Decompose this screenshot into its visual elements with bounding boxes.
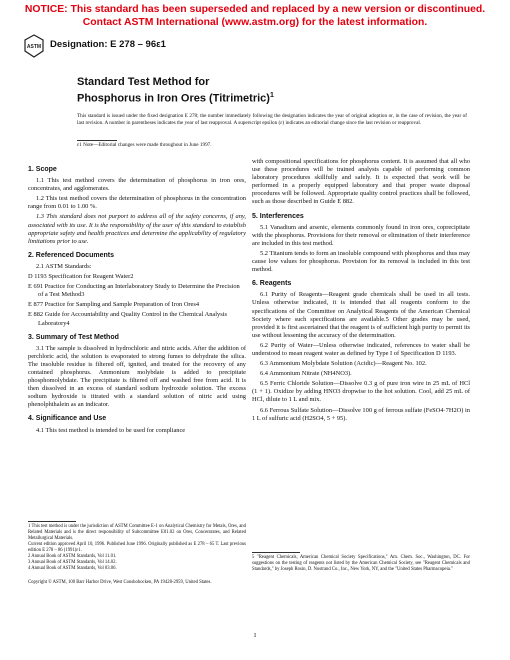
paragraph: 6.2 Purity of Water—Unless otherwise indicated, references to water shall be understood to mean reagent water as defined by Type I of Specification D 1193. [252,341,470,357]
right-column [252,158,470,425]
footnote: 4 Annual Book of ASTM Standards, Vol 03.06. [28,566,117,571]
paragraph: 6.4 Ammonium Nitrate (NH4NO3). [260,370,352,378]
paragraph: 6.3 Ammonium Molybdate Solution (Acidic)—Reagent No. 102. [260,360,427,368]
left-column [28,160,246,437]
section-heading: 5. Interferences [252,212,304,220]
reference-item: D 1193 Specification for Reagent Water2 [28,273,134,281]
paragraph: 6.6 Ferrous Sulfate Solution—Dissolve 100 g of ferrous sulfate (FeSO4·7H2O) in 1 L of sulfuric acid (H2SO4, 5 + 95). [252,406,470,422]
epsilon-note: ε1 Note—Editorial changes were made throughout in June 1997. [77,142,212,148]
paragraph: 1.3 This standard does not purport to address all of the safety concerns, if any, associated with its use. It is the responsibility of the user of this standard to establish appropriate safety and health practices and determine the applicability of regulatory limitations prior to use. [28,213,246,245]
svg-text:ASTM: ASTM [26,44,42,50]
divider [77,140,117,141]
footnote: Current edition approved April 10, 1996. Published June 1996. Originally published as E 278 – 65 T. Last previous edition E 278 – 86 (1991)ε1. [28,542,246,553]
footnote: 3 Annual Book of ASTM Standards, Vol 14.02. [28,560,117,565]
section-heading: 4. Significance and Use [28,415,107,423]
paragraph: 1.2 This test method covers the determination of phosphorus in the concentration range from 0.01 to 1.00 %. [28,195,246,211]
paragraph: 5.2 Titanium tends to form an insoluble compound with phosphorus and thus may cause low values for phosphorus. Provision for its removal is included in this test method. [252,249,470,274]
footnote-divider [28,521,76,522]
notice-line-1: NOTICE: This standard has been superseded and replaced by a new version or discontinued. [24,4,486,15]
footnote: 5 "Reagent Chemicals, American Chemical Society Specifications," Am. Chem. Soc., Washington, DC. For suggestions on the testing of reagents not listed by the American Chemical Society, see "Reagent Chemicals and Standards," by Joseph Rosin, D. Nostrand Co., Inc., New York, NY, and the "United States Pharmacopeia." [252,555,470,572]
paragraph: 3.1 The sample is dissolved in hydrochloric and nitric acids. After the addition of perchloric acid, the solution is evaporated to strong fumes to dehydrate the silica. The insoluble residue is filtered off, ignited, and treated for the recovery of any contained phosphorus. Ammonium molybdate is added to precipitate phosphomolybdate. The precipitate is filtered off and washed free from acid. It is then dissolved in an excess of standard sodium hydroxide solution. The excess sodium hydroxide is titrated with a standard solution of nitric acid using phenolphthalein as an indicator. [28,344,246,409]
document-title [77,76,377,106]
reference-item: E 691 Practice for Conducting an Interlaboratory Study to Determine the Precision of a Test Method3 [28,283,240,299]
notice-line-2: Contact ASTM International (www.astm.org) for the latest information. [82,17,428,28]
paragraph: 5.1 Vanadium and arsenic, elements commonly found in iron ores, coprecipitate with the phosphorus. Provisions for their removal or elimination of their interference are included in this test method. [252,223,470,247]
preamble: This standard is issued under the fixed designation E 278; the number immediately following the designation indicates the year of original adoption or, in the case of revision, the year of last revision. A number in parentheses indicates the year of last reapproval. A superscript epsilon (ε) indicates an editorial change since the last revision or reapproval. [77,113,467,126]
footnote: 2 Annual Book of ASTM Standards, Vol 11.01. [28,554,117,559]
section-heading: 2. Referenced Documents [28,251,114,259]
paragraph: with compositional specifications for phosphorus content. It is assumed that all who use these procedures will be trained analysts capable of performing common laboratory procedures skillfully and safely. It is expected that work will be performed in a properly equipped laboratory and that proper waste disposal procedures will be followed. Appropriate quality control practices shall be followed, such as those described in Guide E 882. [252,158,470,206]
footnote-right [252,555,470,573]
copyright: Copyright © ASTM, 100 Barr Harbor Drive, West Conshohocken, PA 19428-2959, United States. [28,580,212,585]
page-number: 1 [253,632,257,639]
designation: Designation: E 278 – 96ε1 [50,39,166,50]
reference-item: E 882 Guide for Accountability and Quality Control in the Chemical Analysis Laboratory4 [28,311,227,327]
footnote-divider [252,552,300,553]
paragraph: 4.1 This test method is intended to be used for compliance [36,426,186,434]
section-heading: 1. Scope [28,166,57,173]
astm-logo-icon [24,34,44,58]
title-line-1: Standard Test Method for [77,76,210,88]
paragraph: 6.1 Purity of Reagents—Reagent grade chemicals shall be used in all tests. Unless otherwise indicated, it is intended that all reagents conform to the specifications of the Committee on Analytical Reagents of the American Chemical Society where such specifications are available.5 Other grades may be used, provided it is first ascertained that the reagent is of sufficient high purity to permit its use without lessening the accuracy of the determination. [252,291,470,339]
footnote: 1 This test method is under the jurisdiction of ASTM Committee E-1 on Analytical Chemistry for Metals, Ores, and Related Materials and is the direct responsibility of Subcommittee E01.02 on Ores, Concentrates, and Related Metallurgical Materials. [28,524,246,541]
paragraph: 2.1 ASTM Standards: [36,262,92,270]
paragraph: 1.1 This test method covers the determination of phosphorus in iron ores, concentrates, and agglomerates. [28,177,246,193]
paragraph: 6.5 Ferric Chloride Solution—Dissolve 0.3 g of pure iron wire in 25 mL of HCl (1 + 1). Oxidize by adding HNO3 dropwise to the hot solution. Cool, add 25 mL of HCl, dilute to 1 L and mix. [252,380,470,404]
supersession-notice [0,3,510,29]
title-line-2: Phosphorus in Iron Ores (Titrimetric)$^1$ [77,92,274,105]
footnotes-left [28,524,246,572]
reference-item: E 877 Practice for Sampling and Sample Preparation of Iron Ores4 [28,301,200,309]
section-heading: 6. Reagents [252,280,292,288]
section-heading: 3. Summary of Test Method [28,333,119,341]
